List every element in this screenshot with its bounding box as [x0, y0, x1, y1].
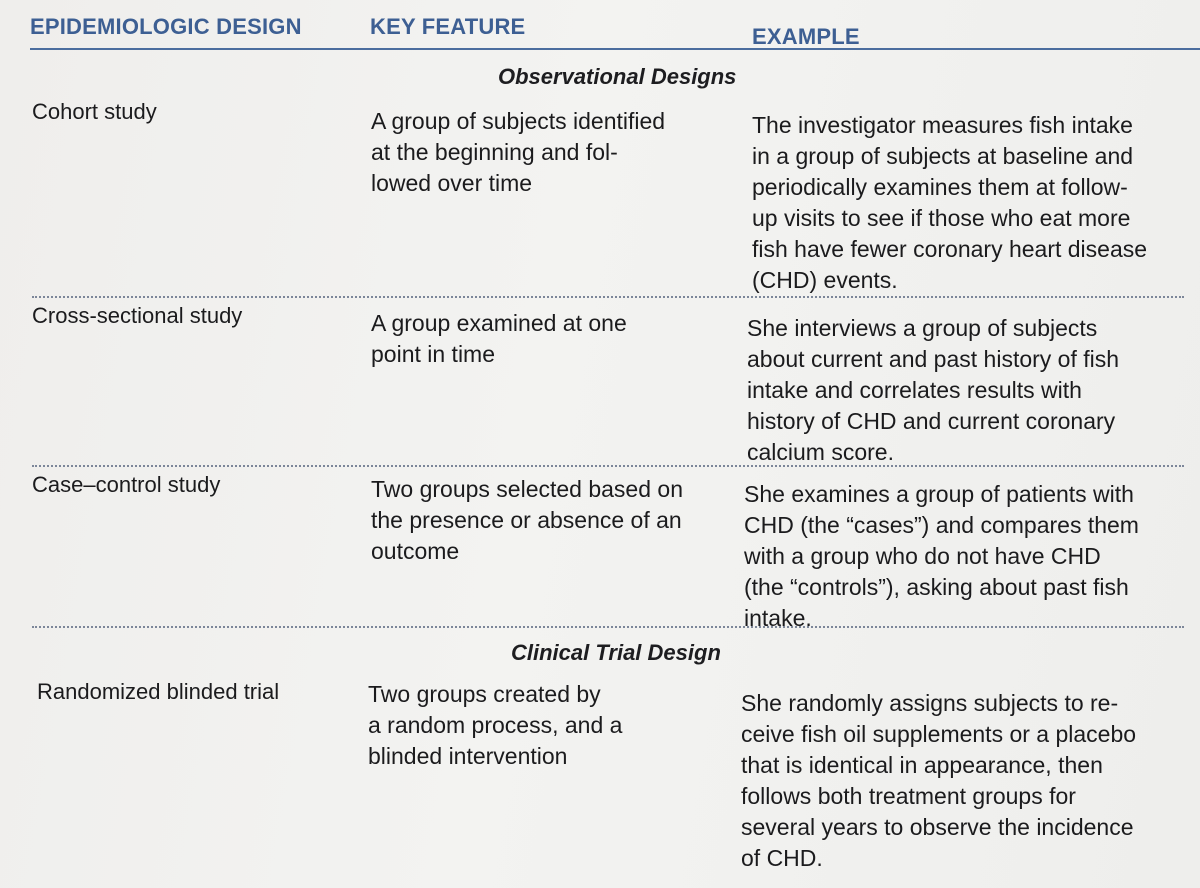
example-line: She interviews a group of subjects	[747, 315, 1098, 341]
example-line: (the “controls”), asking about past fish	[744, 574, 1129, 600]
feature-line: A group of subjects identified	[371, 108, 666, 134]
header-divider	[30, 48, 1200, 50]
row-example-case-control	[744, 479, 1139, 634]
feature-line: outcome	[371, 538, 460, 564]
row-feature-randomized	[368, 679, 622, 772]
row-divider	[32, 626, 1184, 628]
feature-line: lowed over time	[371, 170, 533, 196]
header-key-feature: KEY FEATURE	[370, 14, 526, 39]
example-line: fish have fewer coronary heart disease	[752, 236, 1148, 262]
feature-line: Two groups selected based on	[371, 476, 683, 502]
example-line: She randomly assigns subjects to re-	[741, 690, 1119, 716]
row-divider	[32, 296, 1184, 298]
feature-line: blinded intervention	[368, 743, 568, 769]
row-feature-case-control	[371, 474, 683, 567]
header-epidemiologic-design: EPIDEMIOLOGIC DESIGN	[30, 14, 302, 39]
example-line: several years to observe the incidence	[741, 814, 1134, 840]
row-design-cross-sectional: Cross-sectional study	[32, 303, 243, 328]
example-line: up visits to see if those who eat more	[752, 205, 1131, 231]
example-line: ceive fish oil supplements or a placebo	[741, 721, 1137, 747]
example-line: CHD (the “cases”) and compares them	[744, 512, 1139, 538]
feature-line: point in time	[371, 341, 496, 367]
row-design-case-control: Case–control study	[32, 472, 221, 497]
example-line: The investigator measures fish intake	[752, 112, 1133, 138]
row-feature-cohort	[371, 106, 665, 199]
row-design-cohort: Cohort study	[32, 99, 157, 124]
example-line: periodically examines them at follow-	[752, 174, 1128, 200]
example-line: that is identical in appearance, then	[741, 752, 1103, 778]
example-line: intake.	[744, 605, 812, 631]
example-line: with a group who do not have CHD	[744, 543, 1101, 569]
feature-line: a random process, and a	[368, 712, 623, 738]
section-heading-clinical: Clinical Trial Design	[511, 640, 721, 665]
row-feature-cross-sectional	[371, 308, 627, 370]
row-design-randomized: Randomized blinded trial	[37, 679, 280, 704]
example-line: about current and past history of fish	[747, 346, 1120, 372]
row-divider	[32, 465, 1184, 467]
row-example-cohort	[752, 110, 1147, 296]
example-line: in a group of subjects at baseline and	[752, 143, 1134, 169]
example-line: (CHD) events.	[752, 267, 898, 293]
feature-line: at the beginning and fol-	[371, 139, 618, 165]
feature-line: the presence or absence of an	[371, 507, 682, 533]
example-line: follows both treatment groups for	[741, 783, 1076, 809]
example-line: history of CHD and current coronary	[747, 408, 1116, 434]
header-example: EXAMPLE	[752, 24, 860, 49]
row-example-randomized	[741, 688, 1136, 874]
example-line: of CHD.	[741, 845, 823, 871]
example-line: intake and correlates results with	[747, 377, 1082, 403]
row-example-cross-sectional	[747, 313, 1119, 468]
section-heading-observational: Observational Designs	[498, 64, 737, 89]
feature-line: A group examined at one	[371, 310, 627, 336]
example-line: She examines a group of patients with	[744, 481, 1134, 507]
feature-line: Two groups created by	[368, 681, 601, 707]
example-line: calcium score.	[747, 439, 894, 465]
